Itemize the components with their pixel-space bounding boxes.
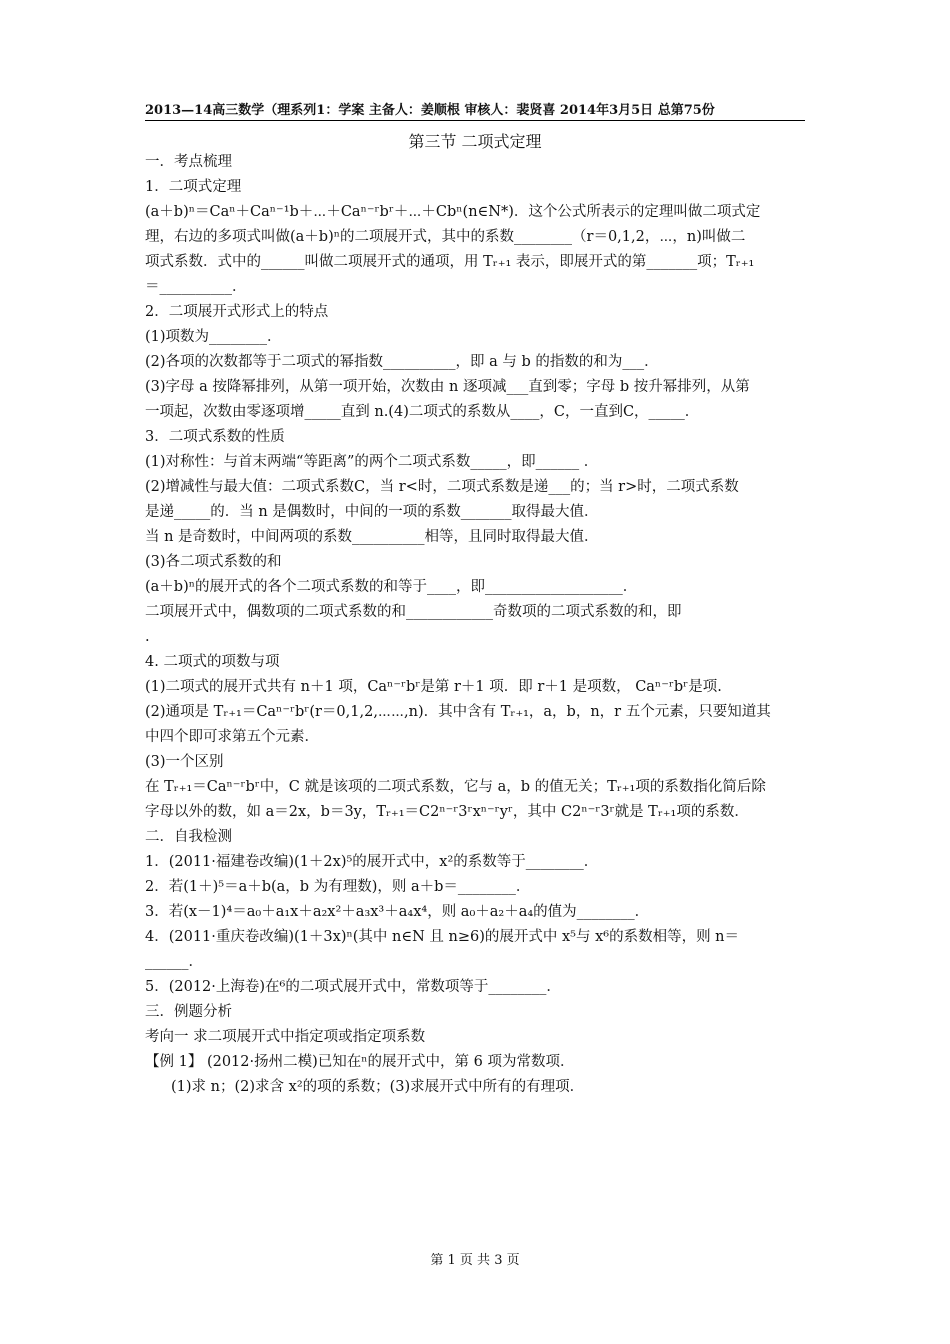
text-line: 在 Tᵣ₊₁＝Caⁿ⁻ʳbʳ中，C 就是该项的二项式系数，它与 a，b 的值无关；Tᵣ₊₁项的系数指化简后除 <box>145 779 766 795</box>
text-line: 1．(2011·福建卷改编)(1＋2x)⁵的展开式中，x²的系数等于________． <box>145 854 599 870</box>
text-line: (1)项数为________． <box>145 329 282 345</box>
text-line: 2．若(1＋)⁵＝a＋b(a，b 为有理数)，则 a＋b＝________． <box>145 879 531 895</box>
text-line: (2)各项的次数都等于二项式的幂指数__________，即 a 与 b 的指数的和为___． <box>145 354 659 370</box>
page-footer: 第 1 页 共 3 页 <box>430 1253 520 1268</box>
text-line: (1)二项式的展开式共有 n＋1 项，Caⁿ⁻ʳbʳ是第 r＋1 项．即 r＋1 是项数， Caⁿ⁻ʳbʳ是项. <box>145 679 722 695</box>
text-line: 3．二项式系数的性质 <box>145 429 285 445</box>
text-line: 二项展开式中，偶数项的二项式系数的和____________奇数项的二项式系数的和，即 <box>145 604 682 620</box>
text-line: . <box>145 629 150 645</box>
text-line: (2)通项是 Tᵣ₊₁＝Caⁿ⁻ʳbʳ(r＝0,1,2,⋯⋯,n)．其中含有 Tᵣ₊₁，a，b，n，r 五个元素，只要知道其 <box>145 704 771 720</box>
page-header: 2013—14高三数学（理系列1：学案 主备人：姜顺根 审核人：裴贤喜 2014年3月5日 总第75份 <box>145 99 805 121</box>
text-line: 4. 二项式的项数与项 <box>145 654 280 670</box>
text-line: 三．例题分析 <box>145 1004 232 1020</box>
text-line: 5．(2012·上海卷)在⁶的二项式展开式中，常数项等于________． <box>145 979 561 995</box>
section-title: 第三节 二项式定理 <box>408 132 542 151</box>
text-line: 4．(2011·重庆卷改编)(1＋3x)ⁿ(其中 n∈N 且 n≥6)的展开式中 x⁵与 x⁶的系数相等，则 n＝ <box>145 929 740 945</box>
text-line: 一．考点梳理 <box>145 154 232 170</box>
text-line: 字母以外的数，如 a＝2x，b＝3y，Tᵣ₊₁＝C2ⁿ⁻ʳ3ʳxⁿ⁻ʳyʳ，其中 C2ⁿ⁻ʳ3ʳ就是 Tᵣ₊₁项的系数． <box>145 804 749 820</box>
text-line: (1)对称性：与首末两端“等距离”的两个二项式系数_____，即______ ． <box>145 454 599 470</box>
text-line: 当 n 是奇数时，中间两项的系数__________相等，且同时取得最大值． <box>145 529 599 545</box>
text-line: 项式系数．式中的______叫做二项展开式的通项，用 Tᵣ₊₁ 表示，即展开式的第_______项；Tᵣ₊₁ <box>145 254 755 270</box>
text-line: (a＋b)ⁿ的展开式的各个二项式系数的和等于____，即___________________． <box>145 579 638 595</box>
text-line: 中四个即可求第五个元素． <box>145 729 319 745</box>
text-line: (3)各二项式系数的和 <box>145 554 282 570</box>
text-line: 3．若(x－1)⁴＝a₀＋a₁x＋a₂x²＋a₃x³＋a₄x⁴，则 a₀＋a₂＋a₄的值为________． <box>145 904 650 920</box>
text-line: 二．自我检测 <box>145 829 232 845</box>
text-line: (a＋b)ⁿ＝Caⁿ＋Caⁿ⁻¹b＋⋯＋Caⁿ⁻ʳbʳ＋⋯＋Cbⁿ(n∈N*)．这个公式所表示的定理叫做二项式定 <box>145 204 761 220</box>
text-line: 考向一 求二项展开式中指定项或指定项系数 <box>145 1029 426 1045</box>
text-line: (1)求 n；(2)求含 x²的项的系数；(3)求展开式中所有的有理项． <box>171 1079 585 1095</box>
text-line: 一项起，次数由零逐项增_____直到 n.(4)二项式的系数从____，C，一直到C，_____． <box>145 404 700 420</box>
text-line: (3)字母 a 按降幂排列，从第一项开始，次数由 n 逐项减___直到零；字母 b 按升幂排列，从第 <box>145 379 750 395</box>
text-line: (3)一个区别 <box>145 754 224 770</box>
document-body <box>145 150 807 1100</box>
text-line: 理，右边的多项式叫做(a＋b)ⁿ的二项展开式，其中的系数________（r＝0,1,2，⋯，n)叫做二 <box>145 229 746 245</box>
text-line: (2)增减性与最大值：二项式系数C，当 r<时，二项式系数是递___的；当 r>时，二项式系数 <box>145 479 739 495</box>
text-line: ＝__________． <box>145 279 247 295</box>
text-line: 是递_____的．当 n 是偶数时，中间的一项的系数_______取得最大值． <box>145 504 599 520</box>
text-line: 【例 1】 (2012·扬州二模)已知在ⁿ的展开式中，第 6 项为常数项． <box>145 1054 575 1070</box>
text-line: ______． <box>145 954 203 970</box>
text-line: 2．二项展开式形式上的特点 <box>145 304 329 320</box>
text-line: 1．二项式定理 <box>145 179 242 195</box>
